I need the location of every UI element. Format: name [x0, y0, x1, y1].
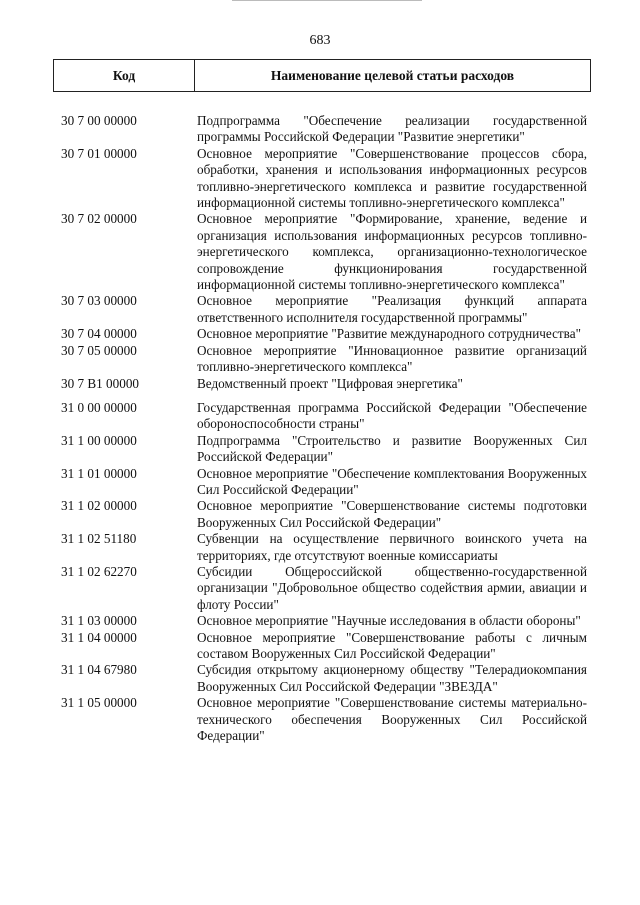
row-text: Подпрограмма "Обеспечение реализации государственной программы Российской Федерации "Развитие энергетики" — [197, 113, 587, 145]
table-row — [61, 613, 587, 629]
table-row — [61, 146, 587, 212]
row-code: 31 1 05 00000 — [61, 695, 137, 711]
row-text: Субсидии Общероссийской общественно-государственной организации "Добровольное общество содействия армии, авиации и флоту России" — [197, 563, 587, 612]
row-code: 31 0 00 00000 — [61, 399, 137, 415]
row-text: Основное мероприятие "Совершенствование системы материально-технического обеспечения Вооруженных Сил Российской Федерации" — [197, 695, 587, 744]
row-text: Подпрограмма "Строительство и развитие Вооруженных Сил Российской Федерации" — [197, 432, 587, 465]
row-code: 30 7 01 00000 — [61, 145, 137, 161]
row-text: Основное мероприятие "Обеспечение комплектования Вооруженных Сил Российской Федерации" — [197, 465, 587, 497]
table-row — [61, 695, 587, 744]
table-header — [53, 59, 591, 92]
row-text: Основное мероприятие "Развитие международного сотрудничества" — [197, 326, 581, 342]
row-code: 30 7 00 00000 — [61, 113, 137, 128]
header-code: Код — [54, 60, 195, 91]
table-row — [61, 113, 587, 146]
table-row — [61, 293, 587, 326]
row-text: Основное мероприятие "Реализация функций аппарата ответственного исполнителя государственной программы" — [197, 293, 587, 325]
row-code: 31 1 04 00000 — [61, 629, 137, 645]
row-text: Субвенции на осуществление первичного воинского учета на территориях, где отсутствуют военные комиссариаты — [197, 531, 587, 563]
row-text: Основное мероприятие "Формирование, хранение, ведение и организация использования информационных ресурсов топливно-энергетического комплекса, организационно-технологическое сопровождение функционирования государственной информационной системы топливно-энергетического комплекса" — [197, 211, 587, 293]
table-row — [61, 466, 587, 499]
table-row — [61, 662, 587, 695]
row-text: Ведомственный проект "Цифровая энергетика" — [197, 375, 463, 391]
row-code: 31 1 03 00000 — [61, 613, 137, 629]
table-row — [61, 326, 587, 342]
row-code: 30 7 03 00000 — [61, 293, 137, 309]
table-row — [61, 400, 587, 433]
page-number: 683 — [309, 33, 331, 48]
row-code: 31 1 02 51180 — [61, 531, 137, 547]
row-code: 30 7 04 00000 — [61, 326, 137, 342]
table-row — [61, 630, 587, 663]
row-text: Государственная программа Российской Федерации "Обеспечение обороноспособности страны" — [197, 399, 587, 432]
header-name: Наименование целевой статьи расходов — [270, 68, 515, 83]
row-code: 31 1 02 62270 — [61, 563, 137, 579]
row-text: Основное мероприятие "Совершенствование работы с личным составом Вооруженных Сил Российской Федерации" — [197, 629, 587, 661]
row-code: 31 1 02 00000 — [61, 498, 137, 514]
table-row — [61, 343, 587, 376]
row-code: 30 7 B1 00000 — [61, 375, 140, 391]
table-row — [61, 564, 587, 613]
row-text: Основное мероприятие "Научные исследования в области обороны" — [197, 613, 581, 629]
row-text: Основное мероприятие "Совершенствование процессов сбора, обработки, хранения и использования информационных ресурсов топливно-энергетического комплекса и развитие государственной информационной системы топливно-энергетического комплекса" — [197, 145, 587, 211]
table-row — [61, 376, 587, 392]
row-code: 30 7 02 00000 — [61, 211, 137, 227]
row-code: 31 1 04 67980 — [61, 662, 137, 678]
table-row — [61, 498, 587, 531]
table-row — [61, 433, 587, 466]
table-row — [61, 211, 587, 293]
row-code: 31 1 01 00000 — [61, 465, 137, 481]
row-text: Субсидия открытому акционерному обществу "Телерадиокомпания Вооруженных Сил Российской Федерации "ЗВЕЗДА" — [197, 662, 587, 694]
row-code: 30 7 05 00000 — [61, 342, 137, 358]
row-text: Основное мероприятие "Инновационное развитие организаций топливно-энергетического комплекса" — [197, 342, 587, 375]
table-body — [61, 113, 587, 744]
table-row — [61, 531, 587, 564]
scan-edge-line — [232, 0, 422, 1]
row-text: Основное мероприятие "Совершенствование системы подготовки Вооруженных Сил Российской Федерации" — [197, 498, 587, 530]
row-code: 31 1 00 00000 — [61, 432, 137, 448]
row-gap — [61, 392, 587, 400]
